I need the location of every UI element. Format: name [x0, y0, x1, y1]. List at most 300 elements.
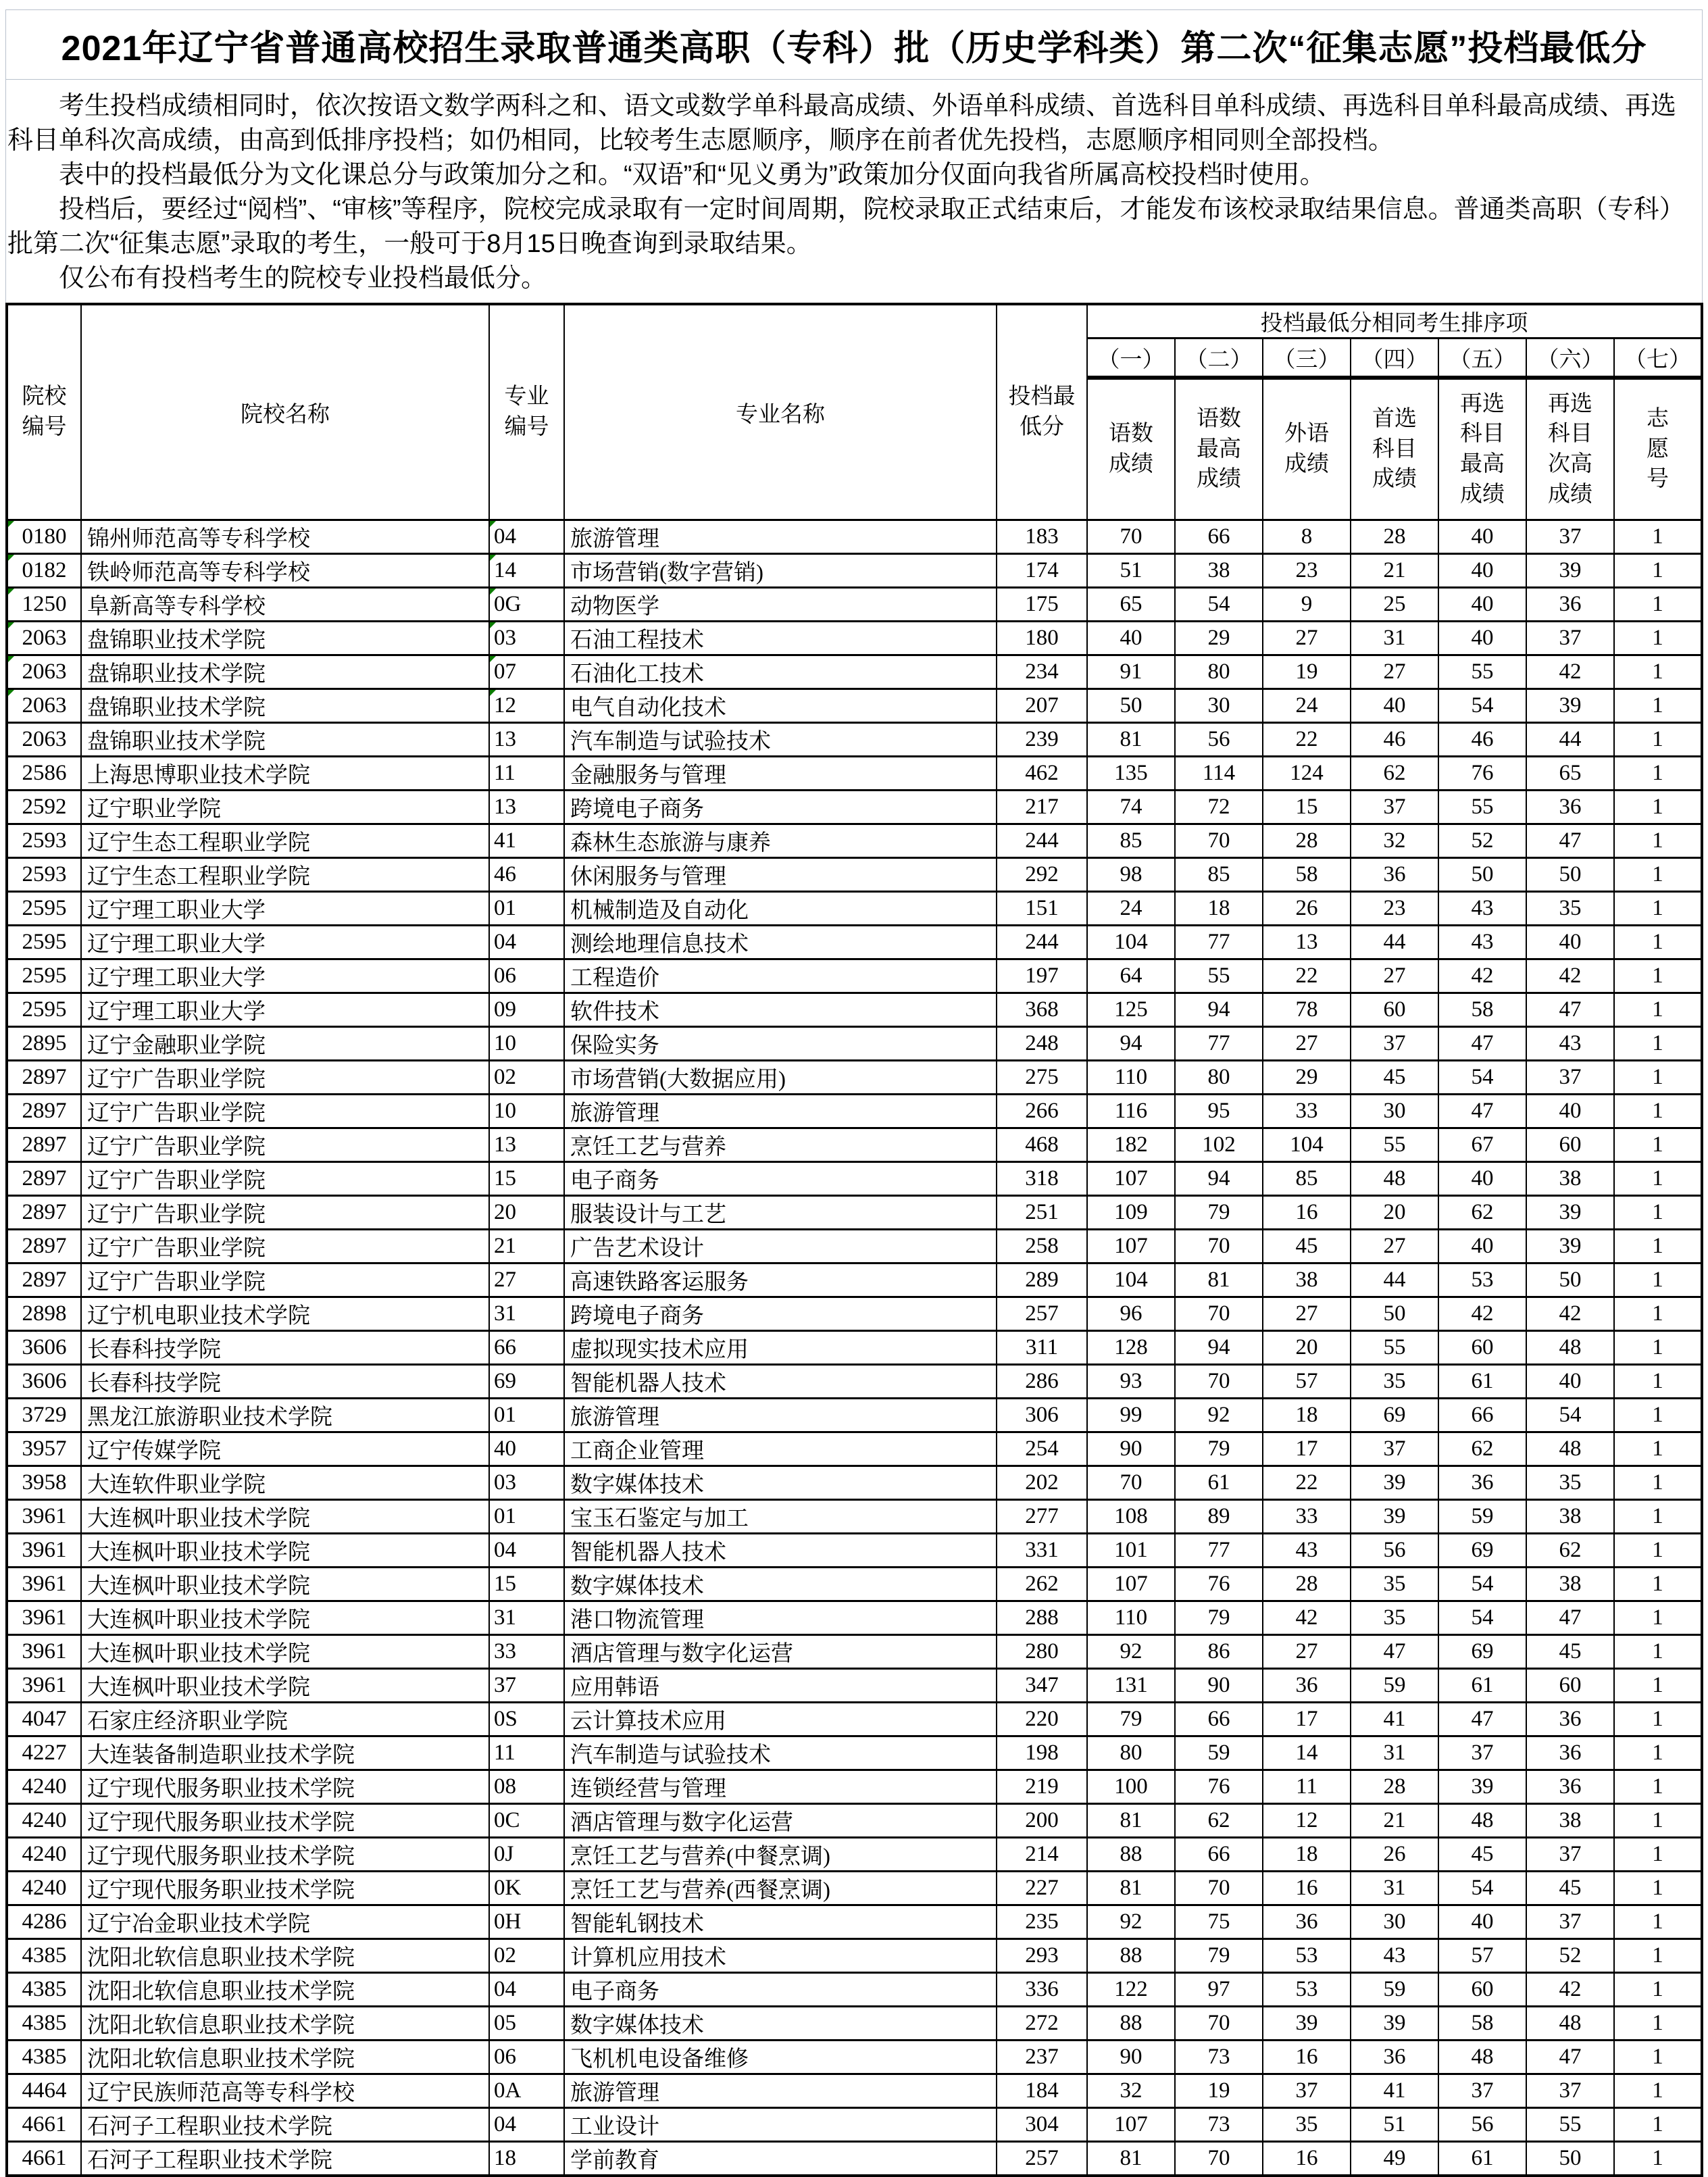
table-row	[7, 2108, 1702, 2142]
cell-school-name: 辽宁现代服务职业技术学院	[81, 1838, 489, 1872]
cell-rank-2: 94	[1175, 1162, 1263, 1196]
table-row	[7, 858, 1702, 892]
cell-rank-6: 39	[1526, 1230, 1614, 1263]
cell-rank-1: 109	[1087, 1196, 1175, 1230]
cell-rank-7: 1	[1614, 588, 1702, 622]
cell-major-name: 工业设计	[564, 2108, 997, 2142]
cell-major-code: 0H	[489, 1905, 564, 1939]
cell-min-score: 234	[997, 655, 1087, 689]
table-row	[7, 993, 1702, 1027]
cell-min-score: 198	[997, 1736, 1087, 1770]
cell-rank-6: 39	[1526, 689, 1614, 723]
table-row	[7, 1770, 1702, 1804]
cell-school-code: 4240	[7, 1872, 81, 1905]
cell-rank-3: 29	[1263, 1061, 1351, 1095]
cell-school-name: 辽宁广告职业学院	[81, 1196, 489, 1230]
cell-rank-4: 36	[1351, 2041, 1438, 2074]
cell-rank-6: 35	[1526, 892, 1614, 926]
table-row	[7, 2074, 1702, 2108]
cell-rank-6: 36	[1526, 1770, 1614, 1804]
cell-rank-5: 56	[1438, 2108, 1526, 2142]
cell-rank-2: 95	[1175, 1095, 1263, 1128]
cell-rank-3: 33	[1263, 1095, 1351, 1128]
cell-min-score: 251	[997, 1196, 1087, 1230]
cell-major-code: 07	[489, 655, 564, 689]
cell-major-code: 0A	[489, 2074, 564, 2108]
cell-major-code: 10	[489, 1027, 564, 1061]
table-row	[7, 1263, 1702, 1297]
notes-section	[6, 80, 1702, 303]
cell-major-code: 21	[489, 1230, 564, 1263]
cell-rank-7: 1	[1614, 1027, 1702, 1061]
title-block	[6, 10, 1702, 80]
cell-school-name: 辽宁广告职业学院	[81, 1061, 489, 1095]
cell-rank-4: 30	[1351, 1905, 1438, 1939]
table-row	[7, 1432, 1702, 1466]
cell-rank-1: 32	[1087, 2074, 1175, 2108]
cell-major-name: 跨境电子商务	[564, 791, 997, 824]
cell-rank-6: 36	[1526, 588, 1614, 622]
cell-major-code: 04	[489, 520, 564, 554]
cell-major-name: 跨境电子商务	[564, 1297, 997, 1331]
table-row	[7, 1601, 1702, 1635]
cell-rank-5: 40	[1438, 520, 1526, 554]
header-rank-num-4: （四）	[1351, 339, 1438, 378]
cell-school-code: 4286	[7, 1905, 81, 1939]
cell-major-code: 05	[489, 2007, 564, 2041]
cell-rank-6: 35	[1526, 1466, 1614, 1500]
cell-rank-2: 66	[1175, 1838, 1263, 1872]
cell-rank-5: 40	[1438, 588, 1526, 622]
cell-school-code: 2593	[7, 858, 81, 892]
cell-rank-4: 39	[1351, 1500, 1438, 1534]
cell-major-name: 石油化工技术	[564, 655, 997, 689]
table-row	[7, 1331, 1702, 1365]
cell-rank-5: 54	[1438, 1872, 1526, 1905]
cell-rank-2: 77	[1175, 1534, 1263, 1568]
table-row	[7, 554, 1702, 588]
header-major-name: 专业名称	[564, 304, 997, 520]
cell-rank-1: 70	[1087, 520, 1175, 554]
cell-rank-7: 1	[1614, 1601, 1702, 1635]
cell-major-name: 智能机器人技术	[564, 1365, 997, 1399]
cell-school-code: 4240	[7, 1804, 81, 1838]
table-row	[7, 689, 1702, 723]
sheet-frame	[5, 9, 1703, 2177]
cell-major-code: 02	[489, 1939, 564, 1973]
cell-rank-4: 32	[1351, 824, 1438, 858]
cell-rank-1: 96	[1087, 1297, 1175, 1331]
cell-school-name: 辽宁广告职业学院	[81, 1162, 489, 1196]
cell-rank-4: 30	[1351, 1095, 1438, 1128]
cell-rank-1: 81	[1087, 723, 1175, 757]
cell-rank-2: 19	[1175, 2074, 1263, 2108]
cell-rank-2: 86	[1175, 1635, 1263, 1669]
cell-major-code: 11	[489, 1736, 564, 1770]
cell-min-score: 183	[997, 520, 1087, 554]
cell-rank-3: 16	[1263, 1872, 1351, 1905]
cell-rank-3: 45	[1263, 1230, 1351, 1263]
cell-rank-5: 54	[1438, 1568, 1526, 1601]
cell-rank-6: 60	[1526, 1128, 1614, 1162]
cell-rank-7: 1	[1614, 1365, 1702, 1399]
cell-rank-1: 131	[1087, 1669, 1175, 1703]
table-row	[7, 1162, 1702, 1196]
cell-school-name: 铁岭师范高等专科学校	[81, 554, 489, 588]
cell-rank-3: 78	[1263, 993, 1351, 1027]
cell-rank-7: 1	[1614, 1770, 1702, 1804]
cell-rank-5: 40	[1438, 1162, 1526, 1196]
cell-rank-5: 61	[1438, 1669, 1526, 1703]
cell-school-name: 长春科技学院	[81, 1365, 489, 1399]
cell-school-name: 辽宁广告职业学院	[81, 1230, 489, 1263]
cell-rank-6: 39	[1526, 1196, 1614, 1230]
cell-rank-1: 81	[1087, 1872, 1175, 1905]
cell-rank-5: 37	[1438, 1736, 1526, 1770]
table-row	[7, 655, 1702, 689]
cell-min-score: 289	[997, 1263, 1087, 1297]
cell-rank-3: 9	[1263, 588, 1351, 622]
cell-major-name: 云计算技术应用	[564, 1703, 997, 1736]
cell-min-score: 292	[997, 858, 1087, 892]
cell-school-code: 4047	[7, 1703, 81, 1736]
cell-major-name: 酒店管理与数字化运营	[564, 1804, 997, 1838]
table-row	[7, 1635, 1702, 1669]
cell-rank-2: 61	[1175, 1466, 1263, 1500]
cell-rank-3: 27	[1263, 1297, 1351, 1331]
cell-school-code: 4385	[7, 1939, 81, 1973]
cell-rank-1: 182	[1087, 1128, 1175, 1162]
cell-school-code: 4240	[7, 1770, 81, 1804]
cell-min-score: 258	[997, 1230, 1087, 1263]
header-rank-label-resubject-second: 再选科目次高成绩	[1526, 378, 1614, 520]
cell-school-code: 3606	[7, 1331, 81, 1365]
cell-min-score: 244	[997, 926, 1087, 959]
table-row	[7, 1939, 1702, 1973]
cell-rank-3: 20	[1263, 1331, 1351, 1365]
cell-rank-2: 79	[1175, 1939, 1263, 1973]
cell-rank-3: 124	[1263, 757, 1351, 791]
cell-rank-6: 45	[1526, 1635, 1614, 1669]
cell-major-name: 连锁经营与管理	[564, 1770, 997, 1804]
cell-rank-6: 39	[1526, 554, 1614, 588]
table-row	[7, 2041, 1702, 2074]
cell-rank-1: 125	[1087, 993, 1175, 1027]
cell-rank-5: 52	[1438, 824, 1526, 858]
cell-rank-3: 27	[1263, 622, 1351, 655]
cell-major-code: 04	[489, 926, 564, 959]
table-row	[7, 926, 1702, 959]
cell-rank-7: 1	[1614, 1263, 1702, 1297]
cell-school-name: 盘锦职业技术学院	[81, 689, 489, 723]
cell-rank-4: 69	[1351, 1399, 1438, 1432]
table-row	[7, 1568, 1702, 1601]
cell-min-score: 257	[997, 2142, 1087, 2176]
cell-rank-3: 17	[1263, 1432, 1351, 1466]
cell-rank-5: 54	[1438, 1061, 1526, 1095]
cell-rank-1: 110	[1087, 1061, 1175, 1095]
cell-school-name: 辽宁广告职业学院	[81, 1095, 489, 1128]
cell-rank-5: 47	[1438, 1703, 1526, 1736]
cell-major-code: 33	[489, 1635, 564, 1669]
cell-rank-1: 91	[1087, 655, 1175, 689]
cell-major-name: 旅游管理	[564, 2074, 997, 2108]
cell-school-name: 辽宁广告职业学院	[81, 1263, 489, 1297]
cell-major-code: 41	[489, 824, 564, 858]
cell-rank-7: 1	[1614, 791, 1702, 824]
cell-rank-4: 49	[1351, 2142, 1438, 2176]
cell-rank-6: 47	[1526, 993, 1614, 1027]
table-row	[7, 791, 1702, 824]
cell-min-score: 219	[997, 1770, 1087, 1804]
header-rank-label-foreign-lang: 外语成绩	[1263, 378, 1351, 520]
note-paragraph: 仅公布有投档考生的院校专业投档最低分。	[59, 264, 547, 293]
cell-major-name: 电子商务	[564, 1973, 997, 2007]
cell-rank-1: 99	[1087, 1399, 1175, 1432]
cell-rank-2: 102	[1175, 1128, 1263, 1162]
cell-major-name: 石油工程技术	[564, 622, 997, 655]
cell-school-name: 辽宁理工职业大学	[81, 959, 489, 993]
cell-rank-1: 135	[1087, 757, 1175, 791]
cell-min-score: 151	[997, 892, 1087, 926]
cell-school-name: 辽宁机电职业技术学院	[81, 1297, 489, 1331]
cell-min-score: 220	[997, 1703, 1087, 1736]
cell-rank-6: 45	[1526, 1872, 1614, 1905]
table-row	[7, 1297, 1702, 1331]
cell-school-code: 4661	[7, 2108, 81, 2142]
cell-min-score: 235	[997, 1905, 1087, 1939]
cell-rank-7: 1	[1614, 858, 1702, 892]
cell-school-code: 2595	[7, 959, 81, 993]
cell-major-name: 金融服务与管理	[564, 757, 997, 791]
cell-rank-3: 16	[1263, 1196, 1351, 1230]
cell-rank-5: 58	[1438, 993, 1526, 1027]
cell-school-name: 大连软件职业学院	[81, 1466, 489, 1500]
cell-major-code: 15	[489, 1568, 564, 1601]
cell-rank-2: 73	[1175, 2108, 1263, 2142]
excel-error-triangle-icon	[490, 656, 496, 662]
cell-min-score: 272	[997, 2007, 1087, 2041]
cell-rank-4: 51	[1351, 2108, 1438, 2142]
cell-school-code: 3961	[7, 1669, 81, 1703]
cell-major-name: 服装设计与工艺	[564, 1196, 997, 1230]
cell-min-score: 286	[997, 1365, 1087, 1399]
cell-major-code: 01	[489, 1500, 564, 1534]
cell-major-name: 汽车制造与试验技术	[564, 1736, 997, 1770]
cell-rank-7: 1	[1614, 622, 1702, 655]
cell-rank-1: 92	[1087, 1905, 1175, 1939]
cell-school-code: 2897	[7, 1128, 81, 1162]
cell-rank-6: 38	[1526, 1162, 1614, 1196]
cell-rank-3: 16	[1263, 2041, 1351, 2074]
excel-error-triangle-icon	[490, 690, 496, 696]
cell-major-code: 66	[489, 1331, 564, 1365]
cell-rank-7: 1	[1614, 689, 1702, 723]
excel-error-triangle-icon	[8, 589, 14, 595]
cell-rank-4: 55	[1351, 1128, 1438, 1162]
table-row	[7, 622, 1702, 655]
cell-school-code: 3961	[7, 1635, 81, 1669]
cell-rank-6: 65	[1526, 757, 1614, 791]
cell-rank-5: 54	[1438, 689, 1526, 723]
cell-rank-1: 107	[1087, 1568, 1175, 1601]
header-school-code: 院校编号	[7, 304, 81, 520]
cell-rank-1: 88	[1087, 1838, 1175, 1872]
cell-school-name: 盘锦职业技术学院	[81, 622, 489, 655]
cell-major-code: 27	[489, 1263, 564, 1297]
cell-rank-4: 59	[1351, 1669, 1438, 1703]
cell-min-score: 266	[997, 1095, 1087, 1128]
cell-rank-2: 55	[1175, 959, 1263, 993]
cell-rank-5: 61	[1438, 1365, 1526, 1399]
cell-school-name: 辽宁传媒学院	[81, 1432, 489, 1466]
cell-rank-6: 60	[1526, 1669, 1614, 1703]
cell-rank-3: 43	[1263, 1534, 1351, 1568]
cell-rank-7: 1	[1614, 520, 1702, 554]
cell-rank-2: 59	[1175, 1736, 1263, 1770]
cell-rank-2: 77	[1175, 926, 1263, 959]
cell-school-name: 辽宁职业学院	[81, 791, 489, 824]
cell-major-code: 06	[489, 2041, 564, 2074]
excel-error-triangle-icon	[8, 521, 14, 527]
cell-school-name: 辽宁现代服务职业技术学院	[81, 1804, 489, 1838]
cell-rank-7: 1	[1614, 1162, 1702, 1196]
cell-rank-2: 80	[1175, 1061, 1263, 1095]
cell-rank-5: 59	[1438, 1500, 1526, 1534]
cell-rank-2: 81	[1175, 1263, 1263, 1297]
cell-school-code: 3961	[7, 1601, 81, 1635]
table-row	[7, 1399, 1702, 1432]
cell-rank-7: 1	[1614, 993, 1702, 1027]
cell-rank-4: 44	[1351, 926, 1438, 959]
cell-rank-2: 66	[1175, 520, 1263, 554]
cell-rank-2: 29	[1175, 622, 1263, 655]
cell-rank-5: 47	[1438, 1095, 1526, 1128]
cell-rank-6: 37	[1526, 1838, 1614, 1872]
cell-school-name: 沈阳北软信息职业技术学院	[81, 2041, 489, 2074]
cell-rank-1: 88	[1087, 2007, 1175, 2041]
cell-school-code: 2063	[7, 723, 81, 757]
cell-rank-6: 37	[1526, 520, 1614, 554]
cell-rank-7: 1	[1614, 757, 1702, 791]
cell-rank-2: 80	[1175, 655, 1263, 689]
cell-major-code: 12	[489, 689, 564, 723]
cell-school-code: 2895	[7, 1027, 81, 1061]
cell-min-score: 368	[997, 993, 1087, 1027]
cell-major-name: 森林生态旅游与康养	[564, 824, 997, 858]
cell-rank-1: 107	[1087, 1230, 1175, 1263]
cell-rank-3: 53	[1263, 1973, 1351, 2007]
cell-rank-6: 52	[1526, 1939, 1614, 1973]
excel-error-triangle-icon	[8, 555, 14, 561]
cell-min-score: 254	[997, 1432, 1087, 1466]
cell-min-score: 180	[997, 622, 1087, 655]
cell-major-name: 机械制造及自动化	[564, 892, 997, 926]
cell-rank-4: 60	[1351, 993, 1438, 1027]
cell-rank-5: 36	[1438, 1466, 1526, 1500]
cell-rank-4: 46	[1351, 723, 1438, 757]
cell-school-name: 辽宁生态工程职业学院	[81, 858, 489, 892]
cell-school-name: 沈阳北软信息职业技术学院	[81, 2007, 489, 2041]
excel-error-triangle-icon	[490, 622, 496, 628]
cell-min-score: 200	[997, 1804, 1087, 1838]
cell-rank-6: 36	[1526, 1736, 1614, 1770]
cell-min-score: 280	[997, 1635, 1087, 1669]
cell-rank-4: 26	[1351, 1838, 1438, 1872]
cell-rank-5: 43	[1438, 926, 1526, 959]
table-body	[7, 520, 1702, 2176]
cell-min-score: 331	[997, 1534, 1087, 1568]
table-row	[7, 892, 1702, 926]
cell-school-code: 2595	[7, 993, 81, 1027]
cell-major-code: 02	[489, 1061, 564, 1095]
cell-major-code: 03	[489, 1466, 564, 1500]
cell-rank-4: 28	[1351, 520, 1438, 554]
cell-rank-1: 64	[1087, 959, 1175, 993]
cell-school-code: 4385	[7, 1973, 81, 2007]
table-row	[7, 1669, 1702, 1703]
cell-rank-3: 85	[1263, 1162, 1351, 1196]
table-row	[7, 723, 1702, 757]
cell-rank-3: 57	[1263, 1365, 1351, 1399]
cell-school-name: 盘锦职业技术学院	[81, 655, 489, 689]
cell-rank-4: 31	[1351, 622, 1438, 655]
cell-min-score: 318	[997, 1162, 1087, 1196]
header-rank-num-2: （二）	[1175, 339, 1263, 378]
cell-rank-1: 100	[1087, 1770, 1175, 1804]
cell-rank-2: 62	[1175, 1804, 1263, 1838]
cell-rank-3: 8	[1263, 520, 1351, 554]
cell-major-code: 13	[489, 791, 564, 824]
cell-rank-5: 39	[1438, 1770, 1526, 1804]
cell-rank-6: 40	[1526, 926, 1614, 959]
cell-rank-4: 28	[1351, 1770, 1438, 1804]
header-rank-num-6: （六）	[1526, 339, 1614, 378]
cell-min-score: 217	[997, 791, 1087, 824]
cell-rank-5: 62	[1438, 1432, 1526, 1466]
cell-major-name: 电气自动化技术	[564, 689, 997, 723]
cell-rank-1: 50	[1087, 689, 1175, 723]
cell-rank-1: 104	[1087, 926, 1175, 959]
header-rank-group-title: 投档最低分相同考生排序项	[1087, 304, 1702, 339]
cell-major-name: 数字媒体技术	[564, 1466, 997, 1500]
cell-rank-7: 1	[1614, 892, 1702, 926]
cell-rank-1: 122	[1087, 1973, 1175, 2007]
cell-rank-7: 1	[1614, 1230, 1702, 1263]
cell-rank-7: 1	[1614, 1905, 1702, 1939]
cell-rank-3: 104	[1263, 1128, 1351, 1162]
cell-rank-2: 76	[1175, 1568, 1263, 1601]
cell-rank-1: 85	[1087, 824, 1175, 858]
cell-major-code: 04	[489, 2108, 564, 2142]
cell-rank-2: 90	[1175, 1669, 1263, 1703]
cell-rank-3: 28	[1263, 824, 1351, 858]
cell-school-name: 大连枫叶职业技术学院	[81, 1534, 489, 1568]
cell-rank-3: 36	[1263, 1905, 1351, 1939]
cell-rank-4: 37	[1351, 791, 1438, 824]
cell-rank-7: 1	[1614, 1399, 1702, 1432]
cell-rank-1: 24	[1087, 892, 1175, 926]
cell-school-name: 辽宁理工职业大学	[81, 993, 489, 1027]
cell-school-name: 大连枫叶职业技术学院	[81, 1568, 489, 1601]
table-row	[7, 1466, 1702, 1500]
header-major-code: 专业编号	[489, 304, 564, 520]
cell-rank-6: 38	[1526, 1568, 1614, 1601]
cell-major-name: 广告艺术设计	[564, 1230, 997, 1263]
cell-school-code: 3961	[7, 1534, 81, 1568]
table-row	[7, 1534, 1702, 1568]
cell-school-code: 0182	[7, 554, 81, 588]
